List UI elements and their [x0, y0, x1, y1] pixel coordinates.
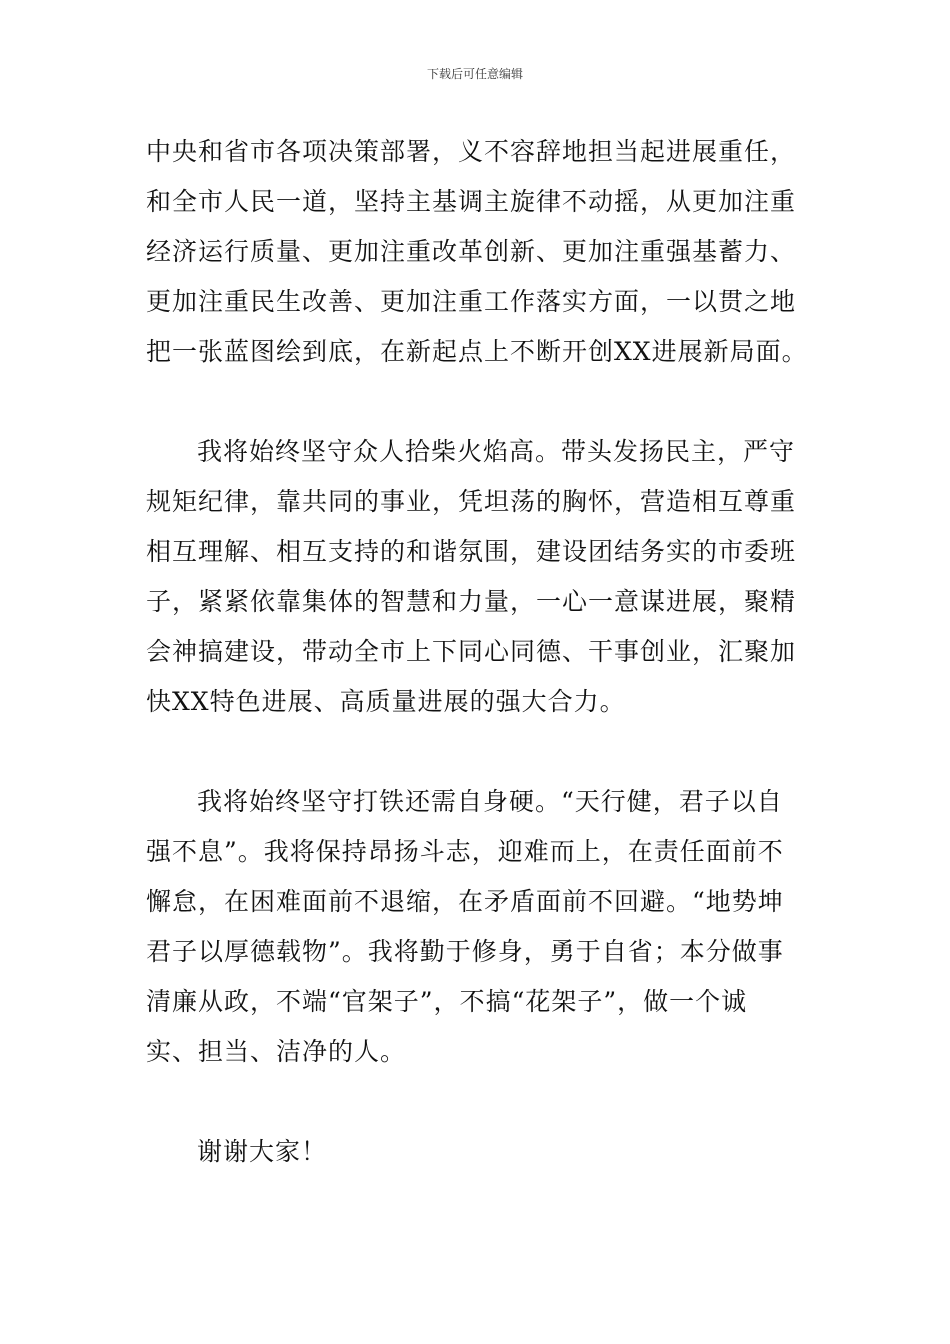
page-header: 下载后可任意编辑: [426, 67, 523, 81]
closing-line: 谢谢大家！: [197, 1137, 328, 1166]
text-line: 强不息”。我将保持昂扬斗志，迎难而上，在责任面前不: [146, 837, 784, 866]
text-line: 子，紧紧依靠集体的智慧和力量，一心一意谋进展，聚精: [146, 587, 797, 616]
document-body: [146, 127, 808, 1177]
paragraph-spacer: [146, 377, 808, 427]
paragraph-spacer: [146, 727, 808, 777]
text-line: 中央和省市各项决策部署，义不容辞地担当起进展重任，: [146, 137, 797, 166]
text-line: 和全市人民一道，坚持主基调主旋律不动摇，从更加注重: [146, 187, 797, 216]
paragraph-1: [146, 127, 808, 377]
text-line: 相互理解、相互支持的和谐氛围，建设团结务实的市委班: [146, 537, 797, 566]
text-line: 君子以厚德载物”。我将勤于修身，勇于自省；本分做事: [146, 937, 784, 966]
text-line: 快XX特色进展、高质量进展的强大合力。: [146, 687, 626, 716]
text-line: 会神搞建设，带动全市上下同心同德、干事创业，汇聚加: [146, 637, 797, 666]
text-line: 更加注重民生改善、更加注重工作落实方面，一以贯之地: [146, 287, 797, 316]
text-line: 我将始终坚守打铁还需自身硬。“天行健，君子以自: [197, 787, 783, 816]
paragraph-4: [146, 1127, 808, 1177]
text-line: 我将始终坚守众人拾柴火焰高。带头发扬民主，严守: [197, 437, 796, 466]
text-line: 懈怠，在困难面前不退缩，在矛盾面前不回避。“地势坤: [146, 887, 784, 916]
paragraph-spacer: [146, 1077, 808, 1127]
text-line: 经济运行质量、更加注重改革创新、更加注重强基蓄力、: [146, 237, 797, 266]
text-line: 规矩纪律，靠共同的事业，凭坦荡的胸怀，营造相互尊重: [146, 487, 797, 516]
paragraph-2: [146, 427, 808, 727]
text-line: 把一张蓝图绘到底，在新起点上不断开创XX进展新局面。: [146, 337, 808, 366]
text-line: 实、担当、洁净的人。: [146, 1037, 407, 1066]
paragraph-3: [146, 777, 808, 1077]
text-line: 清廉从政，不端“官架子”，不搞“花架子”，做一个诚: [146, 987, 748, 1016]
